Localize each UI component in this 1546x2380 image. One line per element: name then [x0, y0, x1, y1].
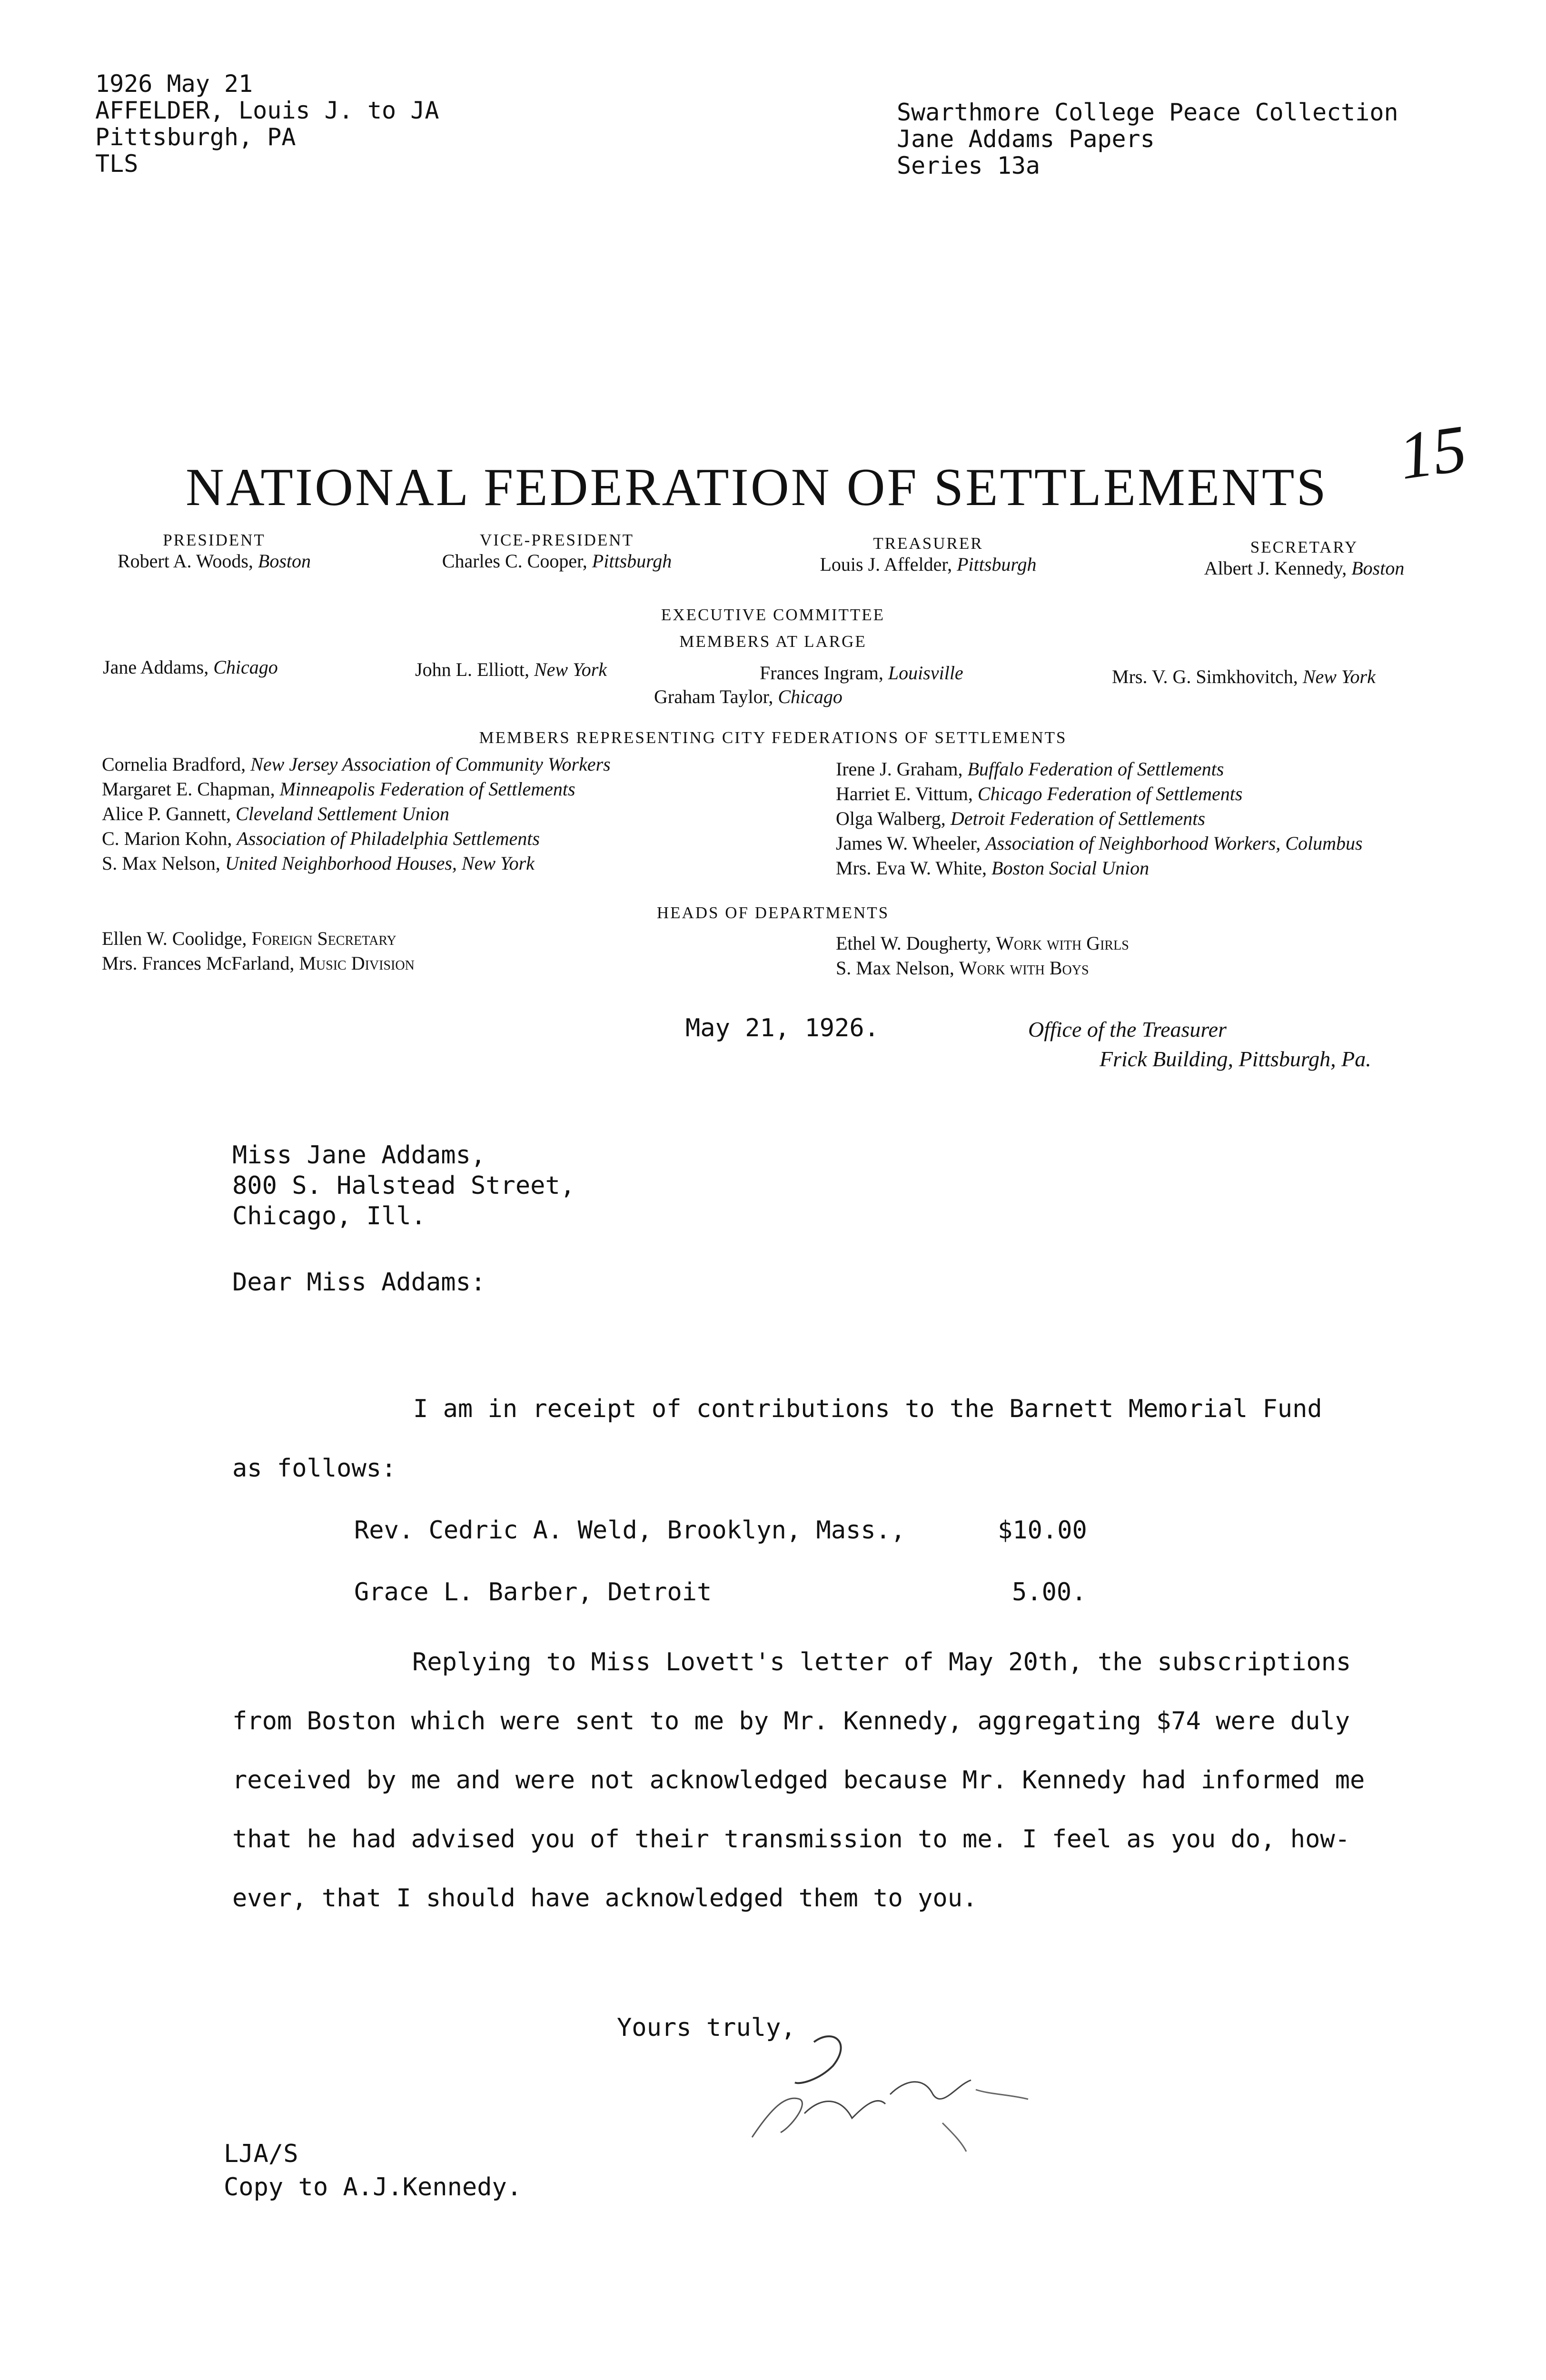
letter-footer: [224, 2137, 522, 2204]
letterhead-title: NATIONAL FEDERATION OF SETTLEMENTS: [186, 458, 1328, 517]
treasurer-office: [1028, 1015, 1371, 1074]
city-federations-left: [102, 752, 611, 876]
officer-name: Louis J. Affelder,: [820, 554, 952, 575]
federation-member: C. Marion Kohn, Association of Philadelphia Settlements: [102, 828, 540, 849]
officer-vice-president: [409, 531, 704, 572]
department-head: Mrs. Frances McFarland, Music Division: [102, 952, 415, 974]
federation-member: Irene J. Graham, Buffalo Federation of Settlements: [836, 758, 1224, 780]
officer-president: [76, 531, 352, 572]
member-name: Jane Addams,: [103, 656, 209, 678]
members-at-large-label: MEMBERS AT LARGE: [679, 632, 867, 651]
page-number: 15: [1394, 411, 1471, 494]
officer-name: Charles C. Cooper,: [442, 550, 587, 572]
contribution-amount: 5.00.: [1012, 1578, 1087, 1606]
paragraph-line: received by me and were not acknowledged because Mr. Kennedy had informed me: [232, 1766, 1365, 1795]
salutation: Dear Miss Addams:: [232, 1268, 486, 1297]
typist-initials: LJA/S: [224, 2140, 298, 2168]
officer-role: PRESIDENT: [163, 531, 266, 549]
officer-name: Robert A. Woods,: [117, 550, 253, 572]
letter-date: May 21, 1926.: [685, 1014, 879, 1042]
address-line: Chicago, Ill.: [232, 1202, 426, 1230]
officer-secretary: [1161, 538, 1447, 579]
member-name: Mrs. V. G. Simkhovitch,: [1112, 666, 1298, 687]
archive-papers: Jane Addams Papers: [897, 125, 1155, 153]
paragraph-1-line-1: I am in receipt of contributions to the Barnett Memorial Fund: [413, 1395, 1322, 1423]
contribution-donor: Grace L. Barber, Detroit: [354, 1578, 712, 1606]
paragraph-line: from Boston which were sent to me by Mr. Kennedy, aggregating $74 were duly: [232, 1707, 1350, 1735]
contribution-amount: $10.00: [998, 1516, 1087, 1545]
office-line: Office of the Treasurer: [1028, 1017, 1227, 1041]
officer-role: TREASURER: [873, 534, 983, 553]
member-city: New York: [534, 659, 607, 680]
federation-member: James W. Wheeler, Association of Neighborhood Workers, Columbus: [836, 833, 1363, 854]
member-at-large: [415, 657, 607, 682]
heads-of-departments-label: HEADS OF DEPARTMENTS: [656, 903, 890, 922]
archive-place: Pittsburgh, PA: [95, 123, 296, 151]
office-line: Frick Building, Pittsburgh, Pa.: [1100, 1047, 1371, 1071]
officer-role: VICE-PRESIDENT: [480, 531, 634, 549]
member-city: New York: [1302, 666, 1376, 687]
officer-name: Albert J. Kennedy,: [1204, 557, 1347, 579]
officer-name-line: [1161, 557, 1447, 579]
department-heads-right: [836, 931, 1129, 981]
federation-member: Olga Walberg, Detroit Federation of Settlements: [836, 808, 1205, 829]
paragraph-line: ever, that I should have acknowledged them to you.: [232, 1884, 978, 1913]
federation-member: Cornelia Bradford, New Jersey Association of Community Workers: [102, 754, 611, 775]
archive-date: 1926 May 21: [95, 70, 253, 98]
officer-city: Boston: [1351, 557, 1405, 579]
officer-name-line: [409, 550, 704, 572]
contribution-donor: Rev. Cedric A. Weld, Brooklyn, Mass.,: [354, 1516, 906, 1545]
archive-citation-left: [95, 70, 439, 177]
member-city: Chicago: [213, 656, 278, 678]
member-name: John L. Elliott,: [415, 659, 529, 680]
paragraph-2: [232, 1633, 1365, 1928]
archive-type: TLS: [95, 150, 139, 178]
officer-city: Pittsburgh: [592, 550, 672, 572]
department-heads-left: [102, 926, 415, 976]
archive-correspondents: AFFELDER, Louis J. to JA: [95, 97, 439, 124]
federation-member: Alice P. Gannett, Cleveland Settlement Union: [102, 803, 449, 824]
department-head: Ellen W. Coolidge, Foreign Secretary: [102, 928, 396, 949]
officer-role: SECRETARY: [1250, 538, 1358, 556]
member-at-large: [760, 661, 963, 685]
officer-city: Pittsburgh: [957, 554, 1037, 575]
federation-member: S. Max Nelson, United Neighborhood Houses, New York: [102, 853, 535, 874]
city-federations-label: MEMBERS REPRESENTING CITY FEDERATIONS OF SETTLEMENTS: [479, 728, 1067, 747]
archive-collection: Swarthmore College Peace Collection: [897, 99, 1398, 126]
federation-member: Margaret E. Chapman, Minneapolis Federation of Settlements: [102, 778, 575, 800]
member-at-large: [1112, 664, 1376, 689]
federation-member: Harriet E. Vittum, Chicago Federation of Settlements: [836, 783, 1243, 804]
recipient-address: [232, 1140, 575, 1231]
officer-treasurer: [790, 534, 1066, 575]
officer-city: Boston: [258, 550, 311, 572]
federation-member: Mrs. Eva W. White, Boston Social Union: [836, 857, 1150, 879]
closing: Yours truly,: [617, 2013, 796, 2042]
department-head: Ethel W. Dougherty, Work with Girls: [836, 932, 1129, 954]
member-at-large: [103, 655, 278, 680]
archive-series: Series 13a: [897, 152, 1041, 179]
city-federations-right: [836, 757, 1363, 881]
member-name: Frances Ingram,: [760, 662, 883, 684]
department-head: S. Max Nelson, Work with Boys: [836, 957, 1089, 979]
signature: [743, 2023, 1057, 2156]
executive-committee-label: EXECUTIVE COMMITTEE: [661, 605, 885, 624]
paragraph-line: Replying to Miss Lovett's letter of May 20th, the subscriptions: [412, 1648, 1351, 1676]
paragraph-line: that he had advised you of their transmission to me. I feel as you do, how-: [232, 1825, 1350, 1854]
officer-name-line: [790, 553, 1066, 575]
archive-citation-right: [897, 99, 1398, 179]
paragraph-1-line-2: as follows:: [232, 1454, 396, 1483]
member-city: Chicago: [778, 686, 842, 707]
member-at-large: [654, 684, 842, 709]
officer-name-line: [76, 550, 352, 572]
copy-notation: Copy to A.J.Kennedy.: [224, 2173, 522, 2202]
member-name: Graham Taylor,: [654, 686, 773, 707]
member-city: Louisville: [888, 662, 963, 684]
address-line: 800 S. Halstead Street,: [232, 1171, 575, 1200]
address-line: Miss Jane Addams,: [232, 1141, 486, 1170]
